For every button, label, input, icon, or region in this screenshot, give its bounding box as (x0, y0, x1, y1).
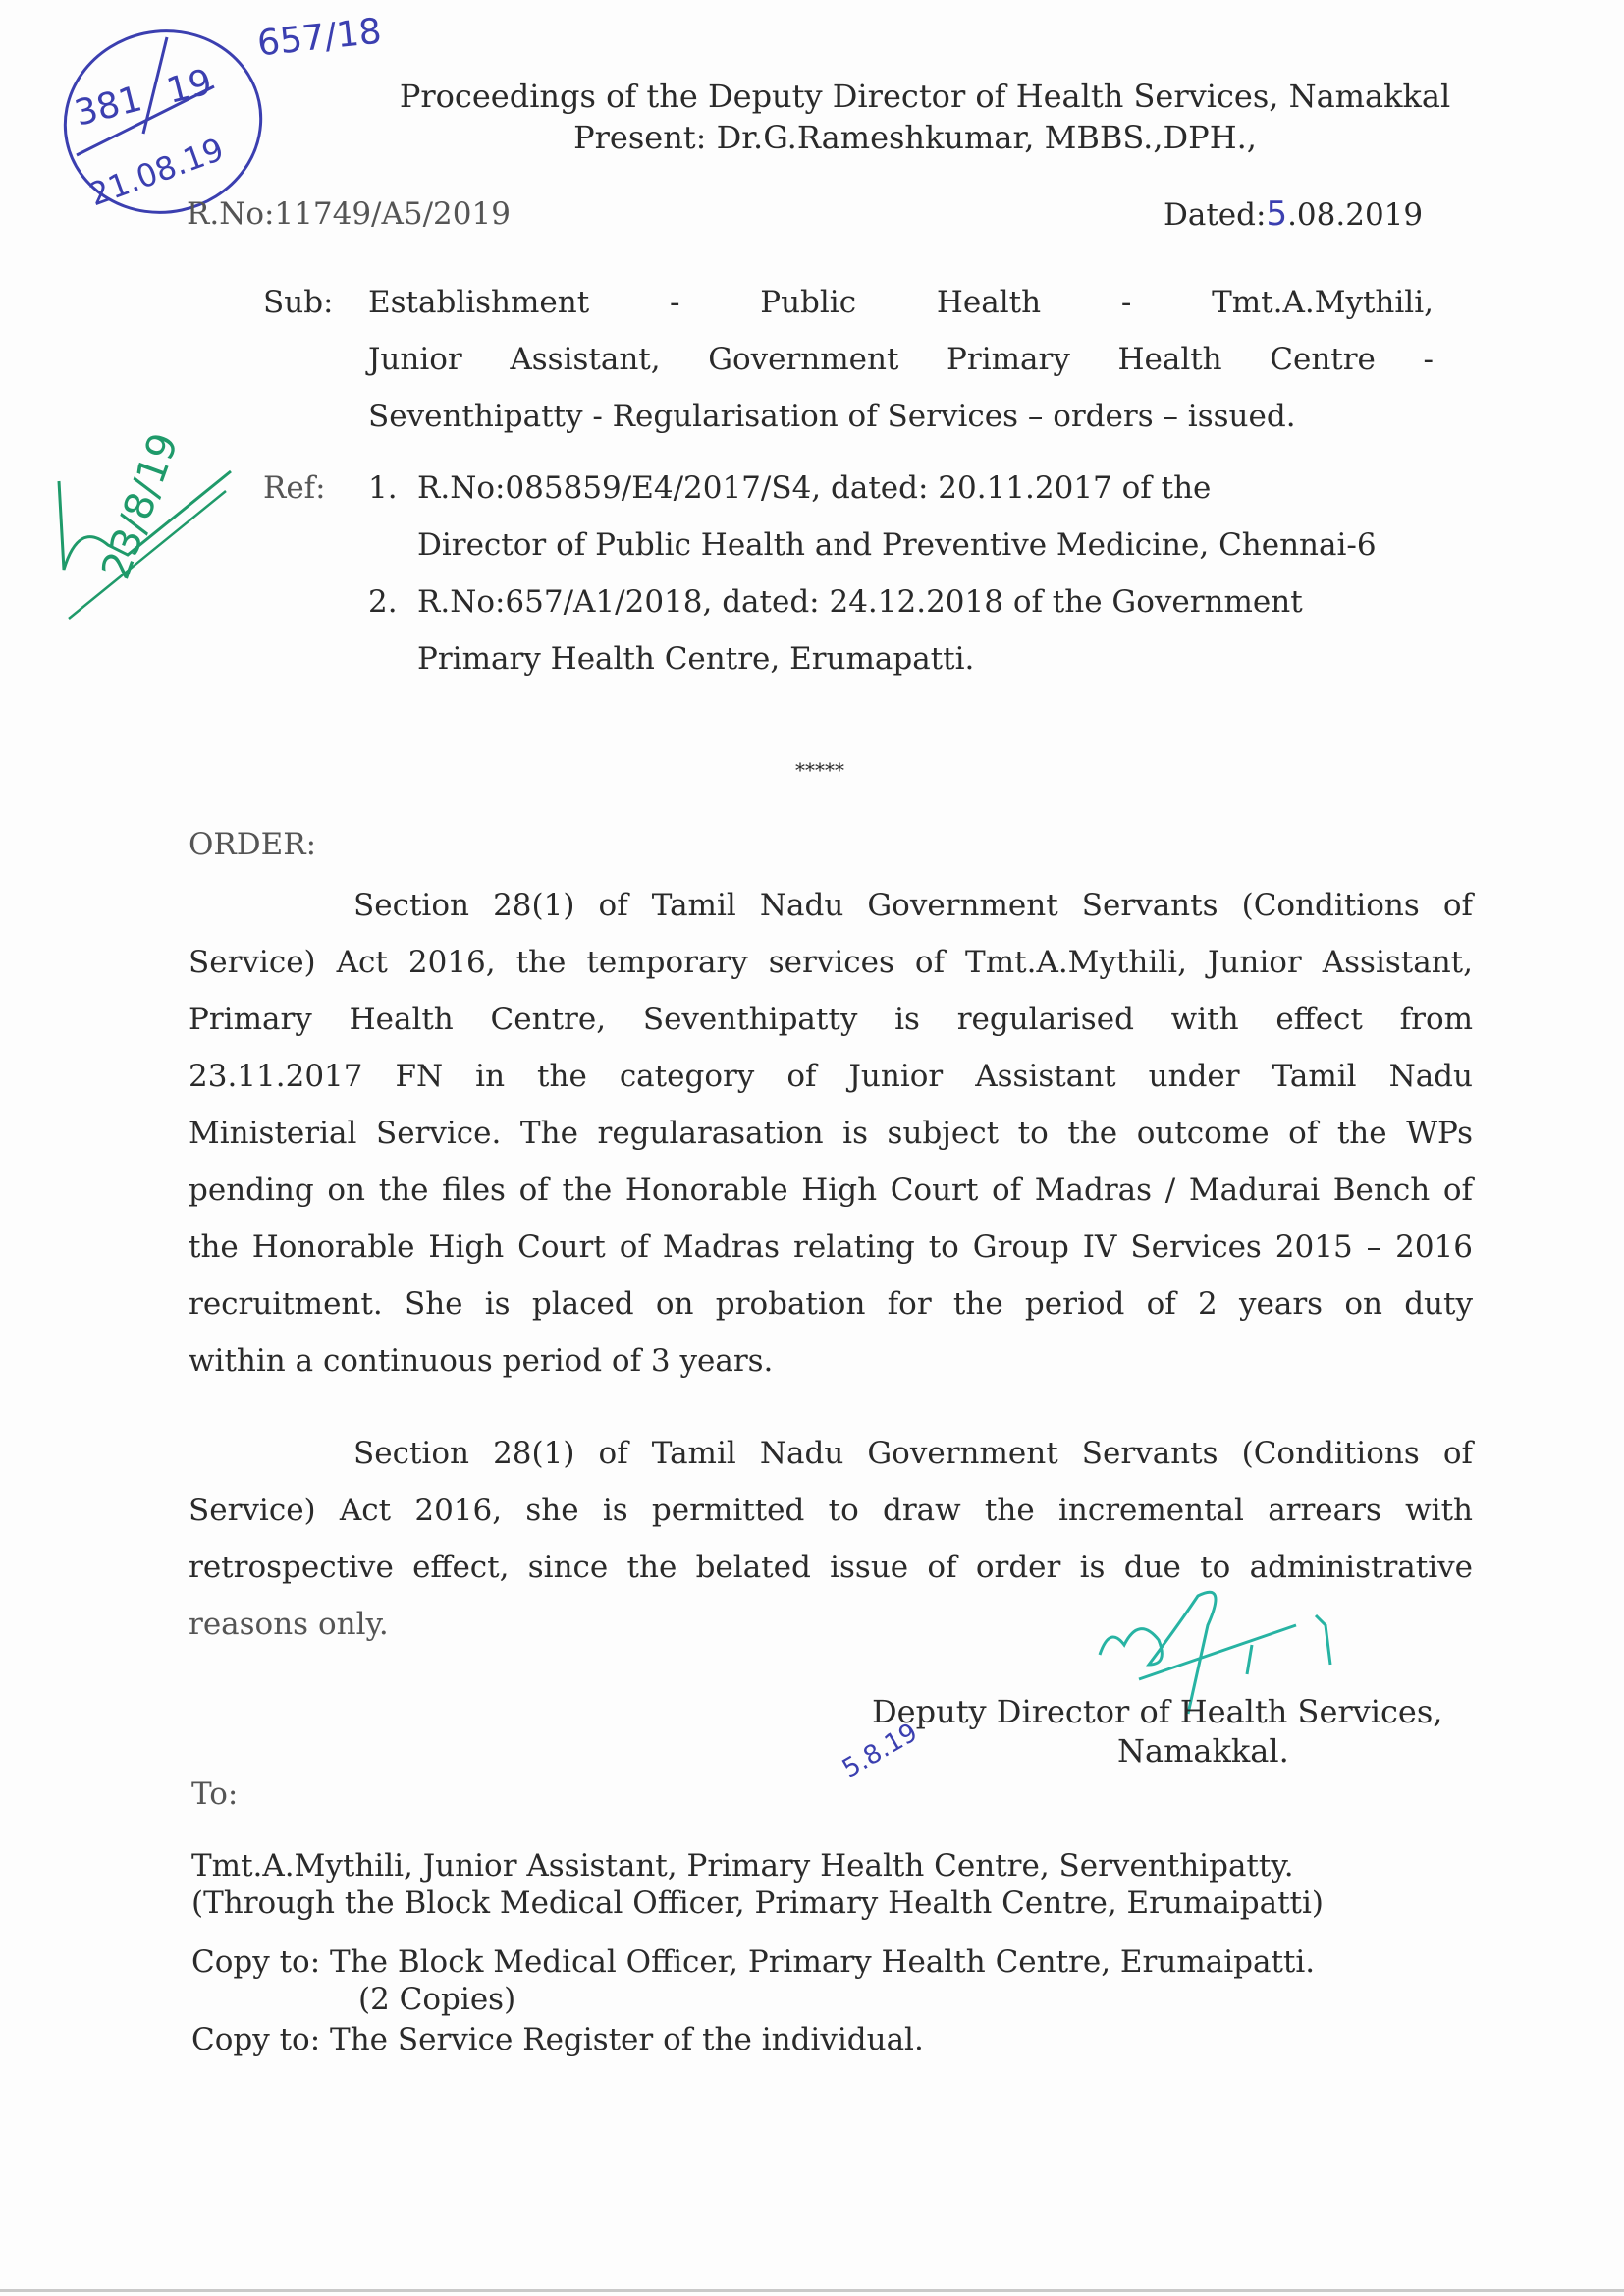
order-label: ORDER: (189, 827, 317, 862)
file-number-annotation: 657/18 (255, 11, 384, 65)
para2-line-1: Section 28(1) of Tamil Nadu Government Servants (Conditions of (353, 1436, 1473, 1471)
subject-line-1: Establishment - Public Health - Tmt.A.Mythili, (368, 285, 1434, 320)
para1-line-7: the Honorable High Court of Madras relating to Group IV Services 2015 – 2016 (189, 1230, 1473, 1265)
reference-number: R.No:11749/A5/2019 (187, 196, 511, 232)
page-bottom-edge (0, 2289, 1624, 2292)
para2-line-3: retrospective effect, since the belated issue of order is due to administrative (189, 1550, 1473, 1585)
para1-line-4: 23.11.2017 FN in the category of Junior Assistant under Tamil Nadu (189, 1059, 1473, 1094)
signatory-place: Namakkal. (1117, 1732, 1289, 1770)
copy-to-1-note: (2 Copies) (358, 1982, 516, 2017)
ref-1-line-1: R.No:085859/E4/2017/S4, dated: 20.11.2017 of the (417, 470, 1212, 506)
stamp-date: 21.08.19 (83, 130, 229, 214)
dispatch-handwritten-mark: 5.8.19 (838, 1718, 923, 1784)
recipient-line: Tmt.A.Mythili, Junior Assistant, Primary Health Centre, Serventhipatty. (191, 1848, 1294, 1884)
copy-to-2: Copy to: The Service Register of the individual. (191, 2022, 924, 2057)
stamp-number: 381 (71, 79, 146, 135)
ref-1-line-2: Director of Public Health and Preventive Medicine, Chennai-6 (417, 527, 1377, 563)
para1-line-1: Section 28(1) of Tamil Nadu Government Servants (Conditions of (353, 888, 1473, 923)
para1-line-5: Ministerial Service. The regularasation is subject to the outcome of the WPs (189, 1116, 1473, 1151)
order-paragraph-1 (189, 886, 1473, 1398)
ref-2-line-1: R.No:657/A1/2018, dated: 24.12.2018 of the Government (417, 584, 1303, 620)
dated-rest: .08.2019 (1287, 197, 1424, 233)
ref-2-line-2: Primary Health Centre, Erumapatti. (417, 641, 975, 677)
ref-1-number: 1. (368, 470, 398, 506)
subject-label: Sub: (263, 285, 334, 320)
to-label: To: (191, 1777, 239, 1812)
ref-label: Ref: (263, 470, 326, 506)
through-line: (Through the Block Medical Officer, Primary Health Centre, Erumaipatti) (191, 1886, 1324, 1921)
para2-line-4: reasons only. (189, 1607, 389, 1642)
subject-line-2: Junior Assistant, Government Primary Health Centre - (368, 342, 1434, 377)
present-line: Present: Dr.G.Rameshkumar, MBBS.,DPH., (573, 119, 1257, 156)
green-initials (39, 427, 245, 687)
para1-line-3: Primary Health Centre, Seventhipatty is regularised with effect from (189, 1002, 1473, 1037)
copy-to-1: Copy to: The Block Medical Officer, Primary Health Centre, Erumaipatti. (191, 1944, 1316, 1980)
initials-date: 23/8/19 (93, 427, 188, 585)
proceedings-title: Proceedings of the Deputy Director of Health Services, Namakkal (399, 78, 1451, 115)
para1-line-9: within a continuous period of 3 years. (189, 1343, 774, 1379)
dated-handwritten-day: 5 (1266, 194, 1288, 234)
para1-line-2: Service) Act 2016, the temporary services of Tmt.A.Mythili, Junior Assistant, (189, 945, 1473, 980)
para1-line-8: recruitment. She is placed on probation for the period of 2 years on duty (189, 1286, 1473, 1322)
separator-stars: ***** (795, 758, 844, 782)
para2-line-2: Service) Act 2016, she is permitted to draw the incremental arrears with (189, 1493, 1473, 1528)
para1-line-6: pending on the files of the Honorable High Court of Madras / Madurai Bench of (189, 1173, 1473, 1208)
signatory-designation: Deputy Director of Health Services, (872, 1693, 1443, 1730)
stamp-year: 19 (162, 62, 217, 112)
subject-line-3: Seventhipatty - Regularisation of Services – orders – issued. (368, 399, 1296, 434)
dated-label: Dated: (1164, 197, 1267, 233)
ref-2-number: 2. (368, 584, 398, 620)
dated-line (1164, 194, 1423, 235)
